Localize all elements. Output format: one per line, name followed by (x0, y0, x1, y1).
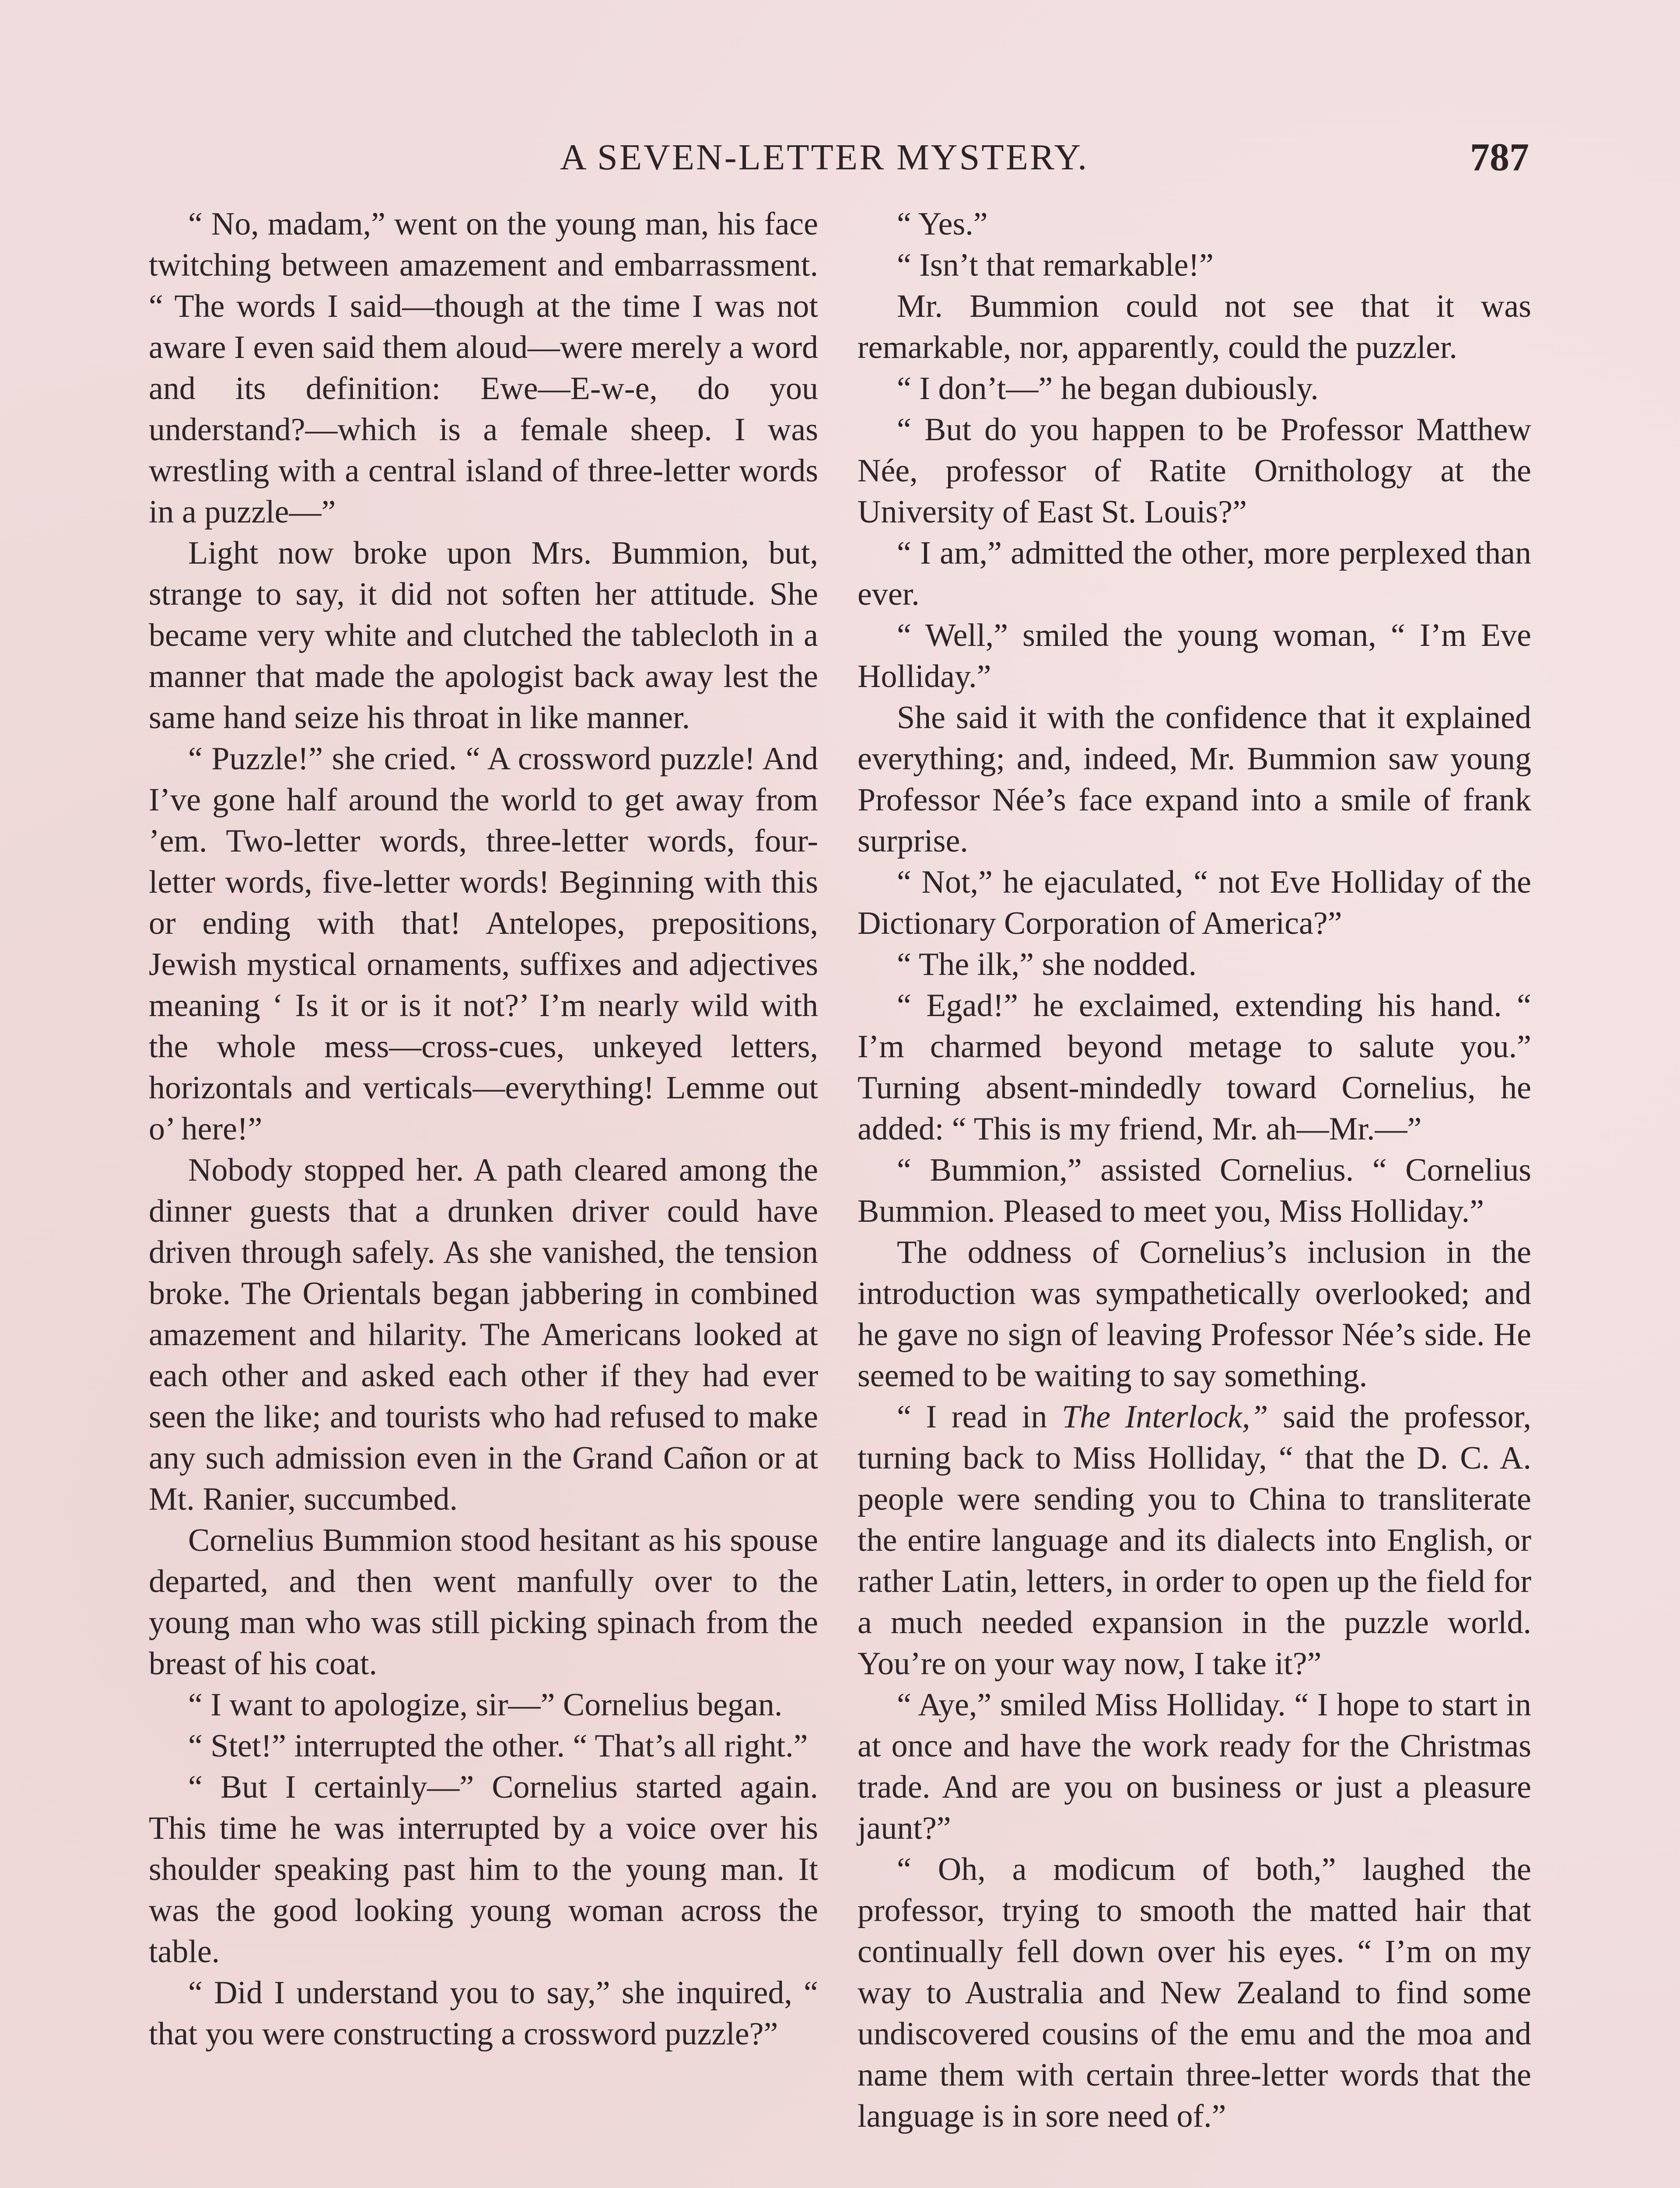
paragraph: “ Yes.” (897, 206, 988, 242)
paragraph: “ Isn’t that remarkable!” (897, 247, 1214, 283)
paragraph: “ But do you happen to be Professor Matthew Née, professor of Ratite Ornithology at the University of East St. Louis?” (858, 412, 1531, 530)
page-title: A SEVEN-LETTER MYSTERY. (560, 137, 1089, 178)
paragraph: “ Puzzle!” she cried. “ A crossword puzzle! And I’ve gone half around the world to get away from ’em. Two-letter words, three-letter words, four-letter words, five-letter words! Beginning with this or ending with that! Antelopes, prepositions, Jewish mystical ornaments, suffixes and adjectives meaning ‘ Is it or is it not?’ I’m nearly wild with the whole mess—cross-cues, unkeyed letters, horizontals and verticals—everything! Lemme out o’ here!” (149, 741, 818, 1147)
page-number: 787 (1470, 136, 1529, 179)
italic-publication-title: The Interlock,” (1062, 1399, 1268, 1435)
paragraph: “ Well,” smiled the young woman, “ I’m Eve Holliday.” (858, 617, 1531, 694)
paragraph: “ Aye,” smiled Miss Holliday. “ I hope to start in at once and have the work ready for the Christmas trade. And are you on business or just a pleasure jaunt?” (858, 1687, 1531, 1846)
left-column (149, 203, 818, 2055)
running-head (0, 131, 1680, 184)
paragraph: “ Did I understand you to say,” she inquired, “ that you were constructing a crossword puzzle?” (149, 1975, 818, 2052)
paragraph: “ Egad!” he exclaimed, extending his hand. “ I’m charmed beyond metage to salute you.” Turning absent-mindedly toward Cornelius, he added: “ This is my friend, Mr. ah—Mr.—” (858, 988, 1531, 1147)
paragraph: “ The ilk,” she nodded. (897, 947, 1197, 982)
paragraph: “ But I certainly—” Cornelius started again. This time he was interrupted by a voice over his shoulder speaking past him to the young man. It was the good looking young woman across the table. (149, 1769, 818, 1970)
paragraph: “ Bummion,” assisted Cornelius. “ Cornelius Bummion. Pleased to meet you, Miss Holliday.” (858, 1152, 1531, 1229)
paragraph-text: said the professor, turning back to Miss Holliday, “ that the D. C. A. people were sending you to China to transliterate the entire language and its dialects into English, or rather Latin, letters, in order to open up the field for a much needed expansion in the puzzle world. You’re on your way now, I take it?” (858, 1399, 1531, 1682)
paragraph-with-italic-title (858, 1396, 1531, 1684)
paragraph: Cornelius Bummion stood hesitant as his spouse departed, and then went manfully over to the young man who was still picking spinach from the breast of his coat. (149, 1522, 818, 1682)
paragraph: Mr. Bummion could not see that it was remarkable, nor, apparently, could the puzzler. (858, 288, 1531, 365)
paragraph: She said it with the confidence that it explained everything; and, indeed, Mr. Bummion saw young Professor Née’s face expand into a smile of frank surprise. (858, 700, 1531, 859)
paragraph: “ No, madam,” went on the young man, his face twitching between amazement and embarrassment. “ The words I said—though at the time I was not aware I even said them aloud—were merely a word and its definition: Ewe—E-w-e, do you understand?—which is a female sheep. I was wrestling with a central island of three-letter words in a puzzle—” (149, 206, 818, 530)
right-column (858, 203, 1531, 2137)
paragraph-text: “ I read in (897, 1399, 1062, 1435)
paragraph: Light now broke upon Mrs. Bummion, but, strange to say, it did not soften her attitude. She became very white and clutched the tablecloth in a manner that made the apologist back away lest the same hand seize his throat in like manner. (149, 535, 818, 736)
paragraph: “ Stet!” interrupted the other. “ That’s all right.” (188, 1728, 808, 1764)
paragraph: “ I want to apologize, sir—” Cornelius began. (188, 1687, 783, 1723)
paragraph: “ I am,” admitted the other, more perplexed than ever. (858, 535, 1531, 612)
paragraph: “ Oh, a modicum of both,” laughed the professor, trying to smooth the matted hair that continually fell down over his eyes. “ I’m on my way to Australia and New Zealand to find some undiscovered cousins of the emu and the moa and name them with certain three-letter words that the language is in sore need of.” (858, 1851, 1531, 2134)
paragraph: The oddness of Cornelius’s inclusion in the introduction was sympathetically overlooked; and he gave no sign of leaving Professor Née’s side. He seemed to be waiting to say something. (858, 1234, 1531, 1394)
paragraph: “ I don’t—” he began dubiously. (897, 371, 1319, 407)
paragraph: “ Not,” he ejaculated, “ not Eve Holliday of the Dictionary Corporation of America?” (858, 864, 1531, 941)
paragraph: Nobody stopped her. A path cleared among the dinner guests that a drunken driver could have driven through safely. As she vanished, the tension broke. The Orientals began jabbering in combined amazement and hilarity. The Americans looked at each other and asked each other if they had ever seen the like; and tourists who had refused to make any such admission even in the Grand Cañon or at Mt. Ranier, succumbed. (149, 1152, 818, 1517)
